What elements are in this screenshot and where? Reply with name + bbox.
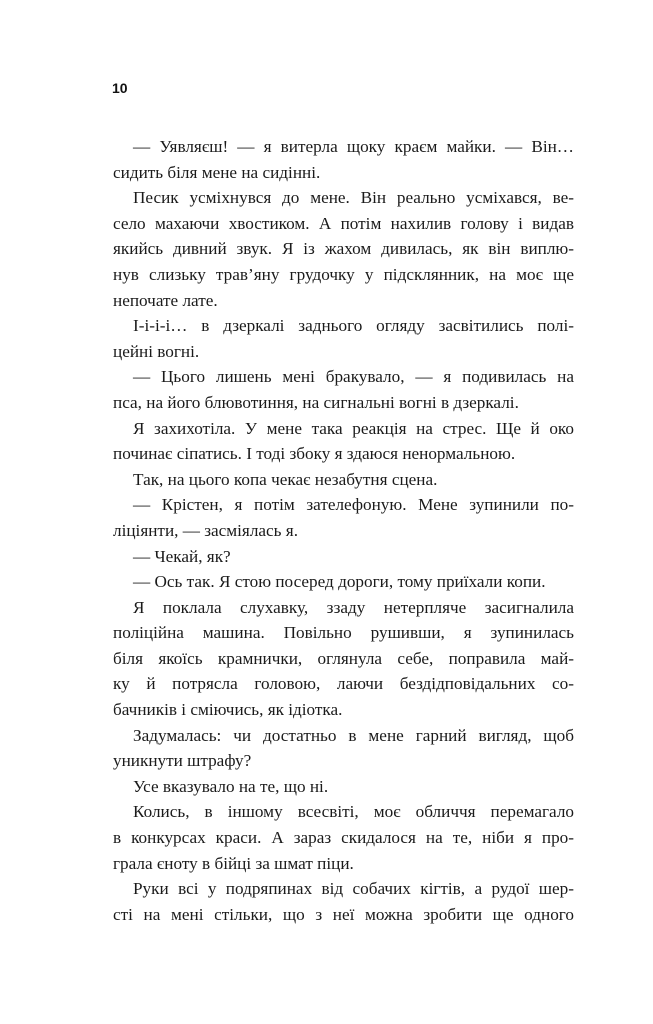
text-line: непочате лате. (113, 290, 218, 310)
text-line: Колись, в іншому всесвіті, моє обличчя перемагало (133, 802, 574, 822)
text-line: Я поклала слухавку, ззаду нетерпляче засигналила (133, 597, 574, 617)
text-line: в конкурсах краси. А зараз скидалося на те, ніби я про- (113, 828, 574, 848)
text-line: Песик усміхнувся до мене. Він реально усміхався, ве- (133, 188, 574, 208)
text-line: цейні вогні. (113, 341, 200, 361)
body-text (113, 134, 574, 927)
text-line: Усе вказувало на те, що ні. (133, 776, 329, 796)
text-line: Задумалась: чи достатньо в мене гарний вигляд, щоб (133, 725, 574, 745)
text-line: село махаючи хвостиком. А потім нахилив голову і видав (113, 213, 574, 233)
text-line: поліційна машина. Повільно рушивши, я зупинилась (113, 623, 574, 643)
text-line: І-і-і-і… в дзеркалі заднього огляду засвітились полі- (133, 316, 574, 336)
text-line: починає сіпатись. І тоді збоку я здаюся ненормальною. (113, 444, 516, 464)
text-line: сті на мені стільки, що з неї можна зробити ще одного (113, 904, 574, 924)
text-line: Руки всі у подряпинах від собачих кігтів, а рудої шер- (133, 879, 574, 899)
text-line: ку й потрясла головою, лаючи бездідповідальних со- (113, 674, 574, 694)
text-line: сидить біля мене на сидінні. (113, 162, 321, 182)
text-line: — Уявляєш! — я витерла щоку краєм майки. — Він… (133, 137, 574, 156)
text-line: — Крістен, я потім зателефоную. Мене зупинили по- (133, 495, 574, 515)
text-line: грала єноту в бійці за шмат піци. (113, 853, 354, 873)
text-line: нув слизьку трав’яну грудочку у підсклянник, на моє ще (113, 264, 574, 284)
text-line: — Чекай, як? (133, 546, 231, 566)
text-line: Я захихотіла. У мене така реакція на стрес. Ще й око (133, 418, 574, 438)
text-line: — Цього лишень мені бракувало, — я подивилась на (133, 367, 574, 387)
text-line: Так, на цього копа чекає незабутня сцена. (133, 469, 438, 489)
page-number: 10 (112, 80, 128, 96)
text-line: ліціянти, — засміялась я. (113, 520, 298, 540)
text-line: біля якоїсь крамнички, оглянула себе, поправила май- (113, 648, 574, 668)
text-line: — Ось так. Я стою посеред дороги, тому приїхали копи. (133, 572, 546, 592)
text-line: уникнути штрафу? (113, 751, 252, 771)
text-line: бачників і сміючись, як ідіотка. (113, 700, 343, 720)
text-line: якийсь дивний звук. Я із жахом дивилась, як він виплю- (113, 239, 574, 259)
text-line: пса, на його блювотиння, на сигнальні вогні в дзеркалі. (113, 392, 519, 412)
